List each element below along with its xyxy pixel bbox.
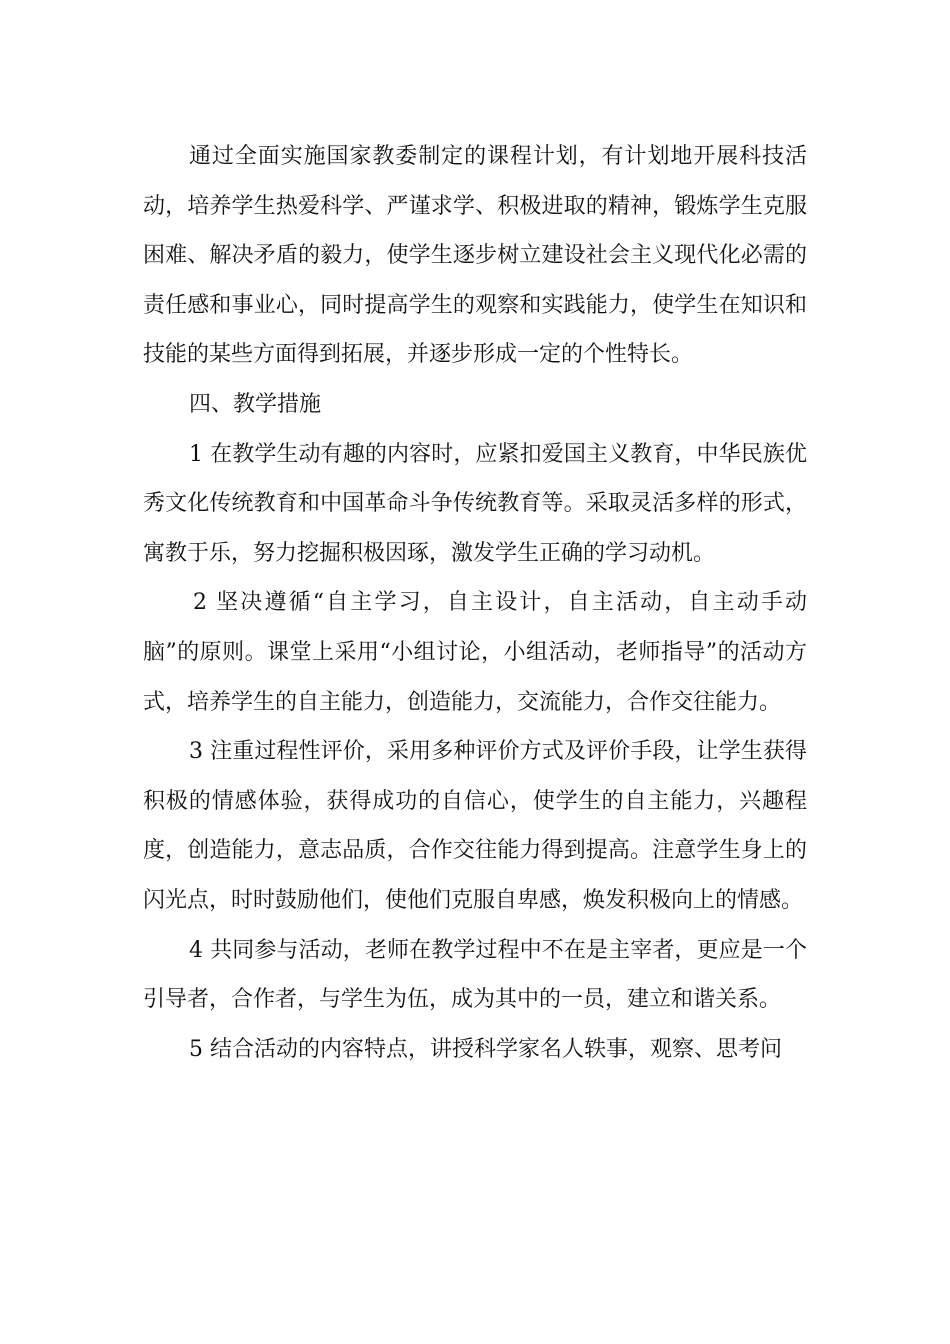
document-body (143, 132, 807, 1074)
paragraph-measure-3: 3 注重过程性评价，采用多种评价方式及评价手段，让学生获得积极的情感体验，获得成功的自信心，使学生的自主能力，兴趣程度，创造能力，意志品质，合作交往能力得到提高。注意学生身上的闪光点，时时鼓励他们，使他们克服自卑感，焕发积极向上的情感。 (143, 739, 807, 913)
paragraph-measure-1: 1 在教学生动有趣的内容时，应紧扣爱国主义教育，中华民族优秀文化传统教育和中国革命斗争传统教育等。采取灵活多样的形式，寓教于乐，努力挖掘积极因琢，激发学生正确的学习动机。 (143, 441, 807, 566)
paragraph-measure-5: 5 结合活动的内容特点，讲授科学家名人轶事，观察、思考问 (189, 1036, 782, 1062)
section-heading-teaching-measures: 四、教学措施 (189, 391, 322, 417)
paragraph-measure-4: 4 共同参与活动，老师在教学过程中不在是主宰者，更应是一个引导者，合作者，与学生为伍，成为其中的一员，建立和谐关系。 (143, 937, 807, 1013)
paragraph-measure-2: 2 坚决遵循“自主学习，自主设计，自主活动，自主动手动脑”的原则。课堂上采用“小组讨论，小组活动，老师指导”的活动方式，培养学生的自主能力，创造能力，交流能力，合作交往能力。 (143, 590, 807, 715)
paragraph-goals: 通过全面实施国家教委制定的课程计划，有计划地开展科技活动，培养学生热爱科学、严谨求学、积极进取的精神，锻炼学生克服困难、解决矛盾的毅力，使学生逐步树立建设社会主义现代化必需的责任感和事业心，同时提高学生的观察和实践能力，使学生在知识和技能的某些方面得到拓展，并逐步形成一定的个性特长。 (143, 144, 807, 368)
